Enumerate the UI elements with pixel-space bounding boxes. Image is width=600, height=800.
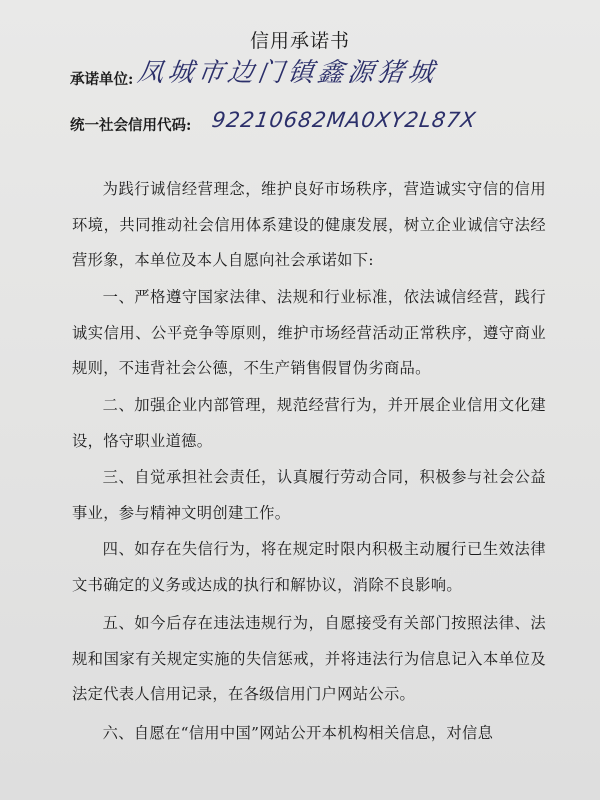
- unit-label: 承诺单位:: [70, 71, 134, 88]
- unit-field: [70, 68, 133, 89]
- unit-handwritten-value: 凤城市边门镇鑫源猪城: [135, 58, 440, 88]
- paragraph-1: 一、严格遵守国家法律、法规和行业标准，依法诚信经营，践行诚实信用、公平竞争等原则，维护市场经营活动正常秩序，遵守商业规则，不违背社会公德，不生产销售假冒伪劣商品。: [72, 288, 546, 378]
- paragraph-2: 二、加强企业内部管理，规范经营行为，并开展企业信用文化建设，恪守职业道德。: [72, 396, 546, 450]
- code-field: [70, 114, 191, 135]
- code-label: 统一社会信用代码:: [70, 117, 192, 134]
- document-title: 信用承诺书: [249, 30, 350, 52]
- code-handwritten-value: 92210682MA0XY2L87X: [210, 108, 478, 132]
- paragraph-4: 四、如存在失信行为，将在规定时限内积极主动履行已生效法律文书确定的义务或达成的执行和解协议，消除不良影响。: [72, 540, 546, 594]
- paragraph-intro: 为践行诚信经营理念，维护良好市场秩序，营造诚实守信的信用环境，共同推动社会信用体系建设的健康发展，树立企业诚信守法经营形象，本单位及本人自愿向社会承诺如下:: [72, 180, 546, 270]
- paragraph-6: 六、自愿在“信用中国”网站公开本机构相关信息，对信息: [102, 724, 494, 742]
- paragraph-5: 五、如今后存在违法违规行为，自愿接受有关部门按照法律、法规和国家有关规定实施的失信惩戒，并将违法行为信息记入本单位及法定代表人信用记录，在各级信用门户网站公示。: [72, 614, 546, 704]
- paragraph-3: 三、自觉承担社会责任，认真履行劳动合同，积极参与社会公益事业，参与精神文明创建工作。: [72, 468, 546, 522]
